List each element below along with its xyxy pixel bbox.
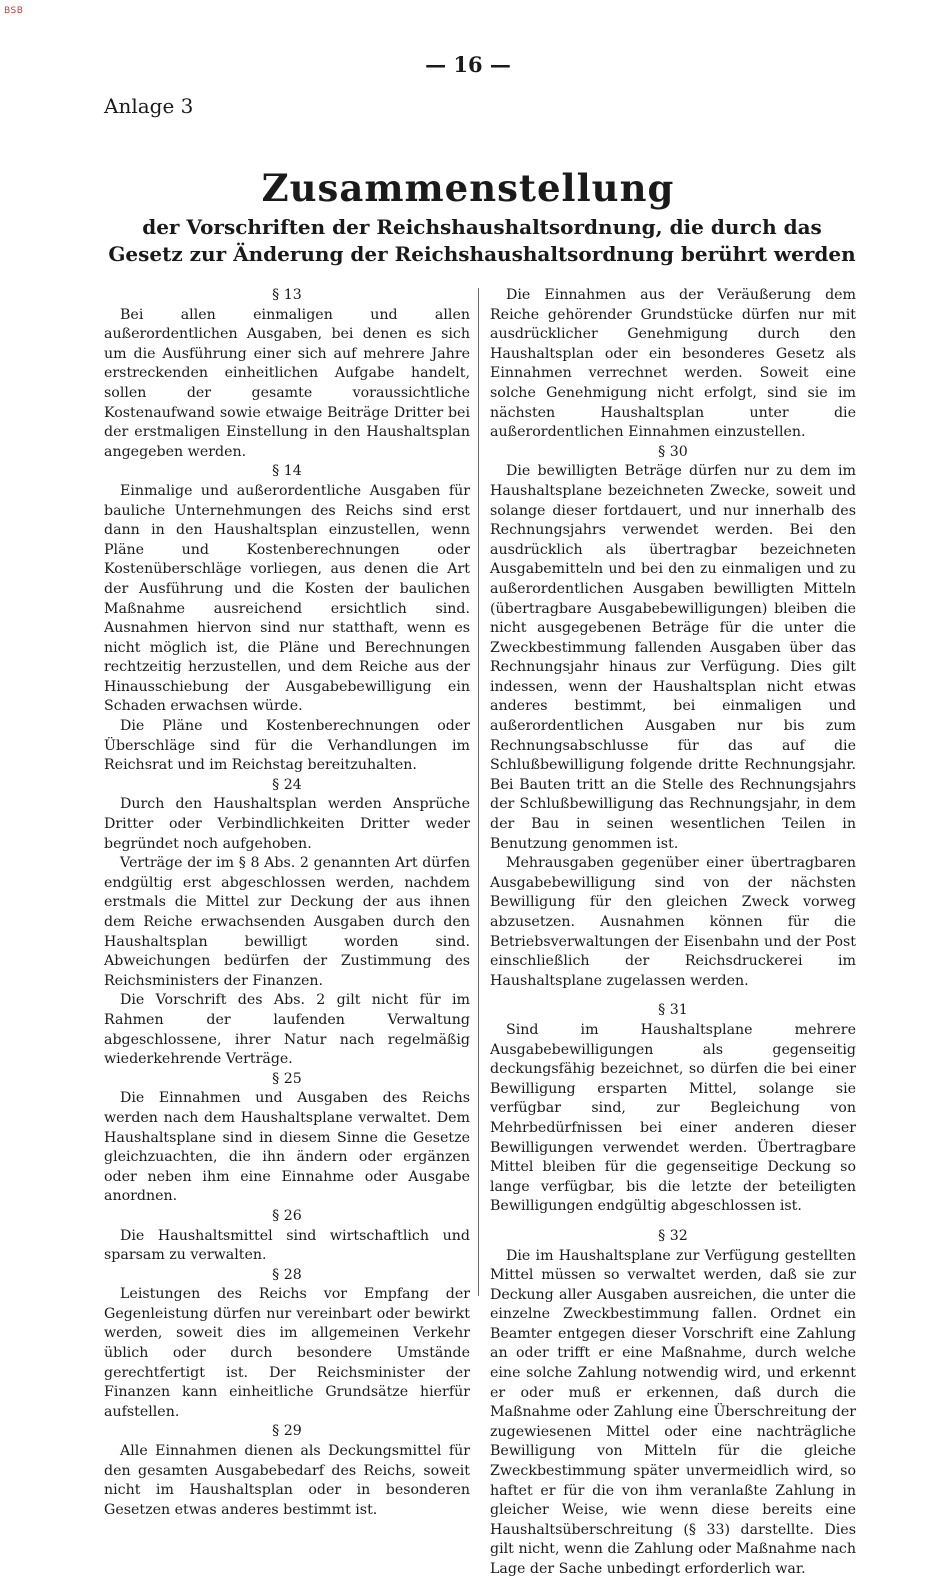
page-subtitle: der Vorschriften der Reichshaushaltsordnung, die durch das Gesetz zur Änderung der Reichshaushaltsordnung berührt werden xyxy=(108,215,856,266)
section-heading-24: § 24 xyxy=(272,776,302,793)
section-heading-29: § 29 xyxy=(272,1423,302,1440)
section-30-paragraph-1: Die bewilligten Beträge dürfen nur zu dem im Haushaltsplane bezeichneten Zwecke, soweit und solange dieser fortdauert, und nur innerhalb des Rechnungsjahrs verwendet werden. Bei den ausdrücklich als übertragbar bezeichneten Ausgabemitteln und bei den zu einmaligen und zu außerordentlichen Ausgaben bewilligten Mitteln (übertragbare Ausgabebewilligungen) bleiben die nicht ausgegebenen Beträge für die unter die Zweckbestimmung fallenden Ausgaben über das Rechnungsjahr hinaus zur Verfügung. Dies gilt indessen, wenn der Haushaltsplan nicht etwas anderes bestimmt, bei einmaligen und außerordentlichen Ausgaben nur bis zum Rechnungsabschlusse für das auf die Schlußbewilligung folgende dritte Rechnungsjahr. Bei Bauten tritt an die Stelle des Rechnungsjahrs der Schlußbewilligung das Rechnungsjahr, in dem der Bau in seinen wesentlichen Teilen in Benutzung genommen ist. xyxy=(490,463,856,852)
section-31-paragraph-1: Sind im Haushaltsplane mehrere Ausgabebewilligungen als gegenseitig deckungsfähig bezeichnet, so dürfen die bei einer Bewilligung ersparten Mittel, solange sie verfügbar sind, zur Begleichung von Mehrbedürfnissen bei einer anderen dieser Bewilligungen verwendet werden. Übertragbare Mittel bleiben für die gegenseitige Deckung so lange verfügbar, bis die letzte der beteiligten Bewilligungen endgültig abgeschlossen ist. xyxy=(490,1021,856,1215)
section-32-paragraph-1: Die im Haushaltsplane zur Verfügung gestellten Mittel müssen so verwaltet werden, daß sie zur Deckung aller Ausgaben ausreichen, die unter die einzelne Zweckbestimmung fallen. Ordnet ein Beamter entgegen dieser Vorschrift eine Zahlung an oder trifft er eine Maßnahme, durch welche eine solche Zahlung notwendig wird, und erkennt er oder muß er erkennen, daß durch die Maßnahme oder Zahlung eine Überschreitung der zugewiesenen Mittel oder eine nachträgliche Bewilligung von Mitteln für die gleiche Zweckbestimmung später unvermeidlich wird, so haftet er für die von ihm veranlaßte Zahlung in gleicher Weise, wie wenn diese bereits eine Haushaltsüberschreitung (§ 33) darstellte. Dies gilt nicht, wenn die Zahlung oder Maßnahme nach Lage der Sache unbedingt erforderlich war. xyxy=(490,1247,856,1577)
section-28-paragraph-1: Leistungen des Reichs vor Empfang der Gegenleistung dürfen nur vereinbart oder bewirkt werden, soweit dies im allgemeinen Verkehr üblich oder durch besondere Umstände gerechtfertigt ist. Der Reichsminister der Finanzen kann einheitliche Grundsätze hierfür aufstellen. xyxy=(104,1286,470,1420)
section-heading-26: § 26 xyxy=(272,1207,302,1224)
right-column xyxy=(490,286,856,1580)
section-26-paragraph-1: Die Haushaltsmittel sind wirtschaftlich und sparsam zu verwalten. xyxy=(104,1227,470,1264)
section-heading-32: § 32 xyxy=(658,1227,688,1244)
column-divider xyxy=(478,288,479,1296)
section-14-paragraph-1: Einmalige und außerordentliche Ausgaben für bauliche Unternehmungen des Reichs sind erst dann in den Haushaltsplan einzustellen, wenn Pläne und Kostenberechnungen oder Kostenüberschläge vorliegen, aus denen die Art der Ausführung und die Kosten der baulichen Maßnahme ausreichend ersichtlich sind. Ausnahmen hiervon sind nur statthaft, wenn es nicht möglich ist, die Pläne und Berechnungen rechtzeitig herzustellen, und dem Reiche aus der Hinausschiebung der Ausgabebewilligung ein Schaden erwachsen würde. xyxy=(104,482,470,715)
section-heading-14: § 14 xyxy=(272,463,302,480)
section-30-paragraph-2: Mehrausgaben gegenüber einer übertragbaren Ausgabebewilligung sind von der nächsten Bewilligung für den gleichen Zweck vorweg abzusetzen. Ausnahmen können für die Betriebsverwaltungen der Eisenbahn und der Post einschließlich der Reichsdruckerei im Haushaltsplane zugelassen werden. xyxy=(490,855,856,989)
left-column xyxy=(104,286,470,1520)
library-watermark: BSB xyxy=(4,6,24,16)
section-heading-28: § 28 xyxy=(272,1266,302,1283)
annex-label: Anlage 3 xyxy=(104,94,194,118)
section-heading-31: § 31 xyxy=(658,1002,688,1019)
section-heading-13: § 13 xyxy=(272,287,302,303)
section-14-paragraph-2: Die Pläne und Kostenberechnungen oder Überschläge sind für die Verhandlungen im Reichsrat und im Reichstag bereitzuhalten. xyxy=(104,718,470,774)
section-heading-30: § 30 xyxy=(658,443,688,460)
section-24-paragraph-3: Die Vorschrift des Abs. 2 gilt nicht für im Rahmen der laufenden Verwaltung abgeschlossene, ihrer Natur nach regelmäßig wiederkehrende Verträge. xyxy=(104,992,470,1068)
page-number: — 16 — xyxy=(425,52,511,77)
section-24-paragraph-1: Durch den Haushaltsplan werden Ansprüche Dritter oder Verbindlichkeiten Dritter weder begründet noch aufgehoben. xyxy=(104,796,470,852)
section-29-paragraph-1: Alle Einnahmen dienen als Deckungsmittel für den gesamten Ausgabebedarf des Reichs, soweit nicht im Haushaltsplan oder in besonderen Gesetzen etwas anderes bestimmt ist. xyxy=(104,1443,470,1518)
section-13-paragraph-1: Bei allen einmaligen und allen außerordentlichen Ausgaben, bei denen es sich um die Ausführung einer sich auf mehrere Jahre erstreckenden einheitlichen Aufgabe handelt, sollen der gesamte voraussichtliche Kostenaufwand sowie etwaige Beiträge Dritter bei der erstmaligen Einstellung in den Haushaltsplan angegeben werden. xyxy=(104,306,470,460)
section-24-paragraph-2: Verträge der im § 8 Abs. 2 genannten Art dürfen endgültig erst abgeschlossen werden, nachdem erstmals die Mittel zur Deckung der aus ihnen dem Reiche erwachsenden Ausgaben durch den Haushaltsplan bewilligt worden sind. Abweichungen bedürfen der Zustimmung des Reichsministers der Finanzen. xyxy=(104,855,470,989)
section-29-paragraph-2: Die Einnahmen aus der Veräußerung dem Reiche gehörender Grundstücke dürfen nur mit ausdrücklicher Genehmigung durch den Haushaltsplan oder ein besonderes Gesetz als Einnahmen verrechnet werden. Soweit eine solche Genehmigung nicht erfolgt, sind sie im nächsten Haushaltsplan unter die außerordentlichen Einnahmen einzustellen. xyxy=(490,287,856,441)
section-25-paragraph-1: Die Einnahmen und Ausgaben des Reichs werden nach dem Haushaltsplane verwaltet. Dem Haushaltsplane sind in diesem Sinne die Gesetze gleichzuachten, die ihn ändern oder ergänzen oder neben ihm eine Einnahme oder Ausgabe anordnen. xyxy=(104,1090,470,1205)
page-title: Zusammenstellung xyxy=(261,166,675,210)
section-heading-25: § 25 xyxy=(272,1070,302,1087)
